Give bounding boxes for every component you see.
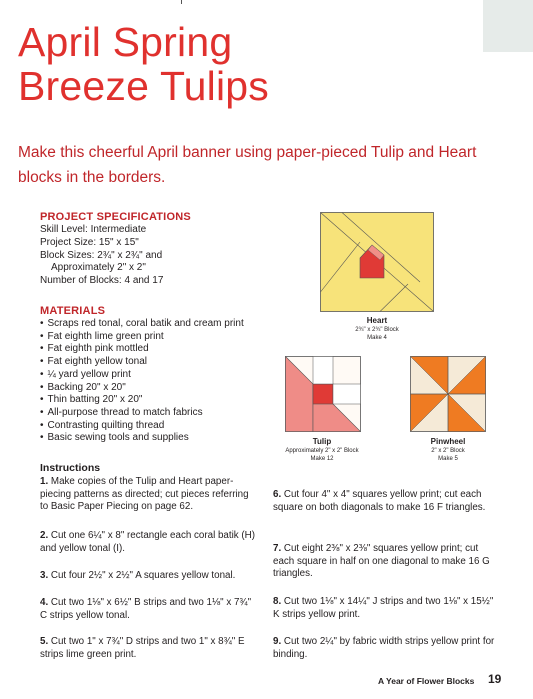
material-item: • ¼ yard yellow print xyxy=(40,369,244,382)
pinwheel-block-count: Make 5 xyxy=(438,456,458,462)
step-text: Cut one 6¼" x 8" rectangle each coral batik (H) and yellow tonal (I). xyxy=(40,530,255,554)
tulip-center xyxy=(313,384,333,404)
tulip-block-size: Approximately 2" x 2" Block xyxy=(285,448,359,454)
tulip-block-diagram xyxy=(285,356,361,432)
step-text: Cut two 1⅛" x 6½" B strips and two 1⅛" x 7¾" C strips yellow tonal. xyxy=(40,597,252,621)
specs-heading: PROJECT SPECIFICATIONS xyxy=(40,211,191,223)
material-item: • Thin batting 20" x 20" xyxy=(40,394,244,407)
step-text: Make copies of the Tulip and Heart paper-piecing patterns as directed; cut pieces referring to Basic Paper Piecing on page 62. xyxy=(40,476,249,513)
material-item: • Backing 20" x 20" xyxy=(40,382,244,395)
tulip-top xyxy=(313,357,333,385)
instructions-heading: Instructions xyxy=(40,462,101,474)
spec-item: Number of Blocks: 4 and 17 xyxy=(40,275,164,287)
step-number: 1. xyxy=(40,476,49,487)
step-number: 8. xyxy=(273,596,282,607)
step-number: 3. xyxy=(40,570,49,581)
heart-block-name: Heart xyxy=(366,316,388,325)
step-number: 5. xyxy=(40,636,49,647)
crop-mark xyxy=(181,0,182,4)
spec-item: Skill Level: Intermediate xyxy=(40,224,147,235)
pinwheel-caption xyxy=(402,437,494,463)
heart-block-count: Make 4 xyxy=(367,335,387,341)
heart-block-size: 2¾" x 2¾" Block xyxy=(355,327,399,333)
instruction-step xyxy=(40,597,255,622)
instruction-step xyxy=(273,596,495,621)
step-text: Cut two 2¼" by fabric width strips yellow print for binding. xyxy=(273,636,495,660)
title-line-1: April Spring xyxy=(18,19,233,65)
pinwheel-block-size: 2" x 2" Block xyxy=(431,448,465,454)
page-number: 19 xyxy=(488,672,502,686)
specs-list xyxy=(40,224,163,288)
instruction-step xyxy=(40,530,255,555)
material-item: • Fat eighth yellow tonal xyxy=(40,356,244,369)
spec-item: Block Sizes: 2¾" x 2¾" and xyxy=(40,249,163,261)
instruction-step xyxy=(273,489,495,514)
step-text: Cut four 2½" x 2½" A squares yellow tonal. xyxy=(50,570,236,581)
heart-caption xyxy=(332,316,422,342)
materials-heading: MATERIALS xyxy=(40,305,106,317)
material-item: • Fat eighth lime green print xyxy=(40,331,244,344)
tulip-block-name: Tulip xyxy=(312,437,332,446)
heart-block-diagram xyxy=(320,212,434,312)
instruction-step xyxy=(40,570,255,583)
material-item: • Scraps red tonal, coral batik and cream print xyxy=(40,318,244,331)
instruction-step xyxy=(273,543,495,581)
step-number: 6. xyxy=(273,489,282,500)
instruction-step xyxy=(40,476,255,514)
step-number: 2. xyxy=(40,530,49,541)
corner-tab xyxy=(483,0,533,52)
subtitle: Make this cheerful April banner using paper-pieced Tulip and Heart blocks in the borders. xyxy=(18,144,477,186)
step-number: 7. xyxy=(273,543,282,554)
pinwheel-block-diagram xyxy=(410,356,486,432)
step-number: 4. xyxy=(40,597,49,608)
material-item: • All-purpose thread to match fabrics xyxy=(40,407,244,420)
tulip-block-count: Make 12 xyxy=(310,456,334,462)
materials-list xyxy=(40,318,244,445)
step-text: Cut eight 2⅜" x 2⅜" squares yellow print; cut each square in half on one diagonal to make 16 G triangles. xyxy=(273,543,490,580)
material-item: • Fat eighth pink mottled xyxy=(40,343,244,356)
step-text: Cut two 1⅛" x 14¼" J strips and two 1⅛" x 15½" K strips yellow print. xyxy=(273,596,494,620)
tulip-side xyxy=(333,384,361,404)
instruction-step xyxy=(273,636,495,661)
step-text: Cut four 4" x 4" squares yellow print; cut each square on both diagonals to make 16 F triangles. xyxy=(273,489,486,513)
spec-item: Project Size: 15" x 15" xyxy=(40,236,139,248)
spec-item: Approximately 2" x 2" xyxy=(51,262,146,274)
material-item: • Basic sewing tools and supplies xyxy=(40,432,244,445)
pinwheel-block-name: Pinwheel xyxy=(430,437,466,446)
page-title xyxy=(18,20,269,108)
step-text: Cut two 1" x 7¾" D strips and two 1" x 8¾" E strips lime green print. xyxy=(40,636,245,660)
book-title-footer: A Year of Flower Blocks xyxy=(378,676,475,686)
tulip-caption xyxy=(266,437,378,463)
step-number: 9. xyxy=(273,636,282,647)
material-item: • Contrasting quilting thread xyxy=(40,420,244,433)
instruction-step xyxy=(40,636,255,661)
title-line-2: Breeze Tulips xyxy=(18,63,270,109)
